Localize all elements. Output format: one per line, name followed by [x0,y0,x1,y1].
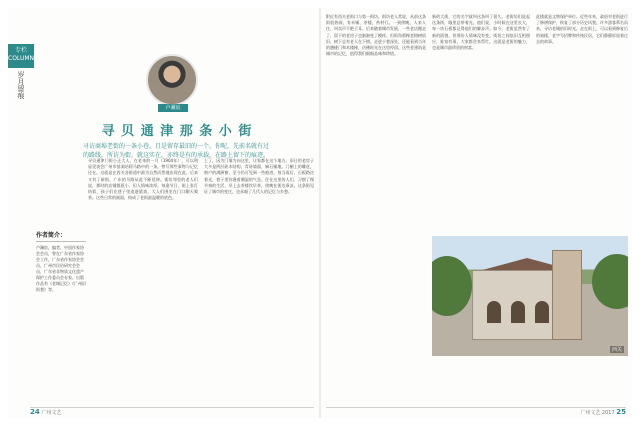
building-tower [552,250,582,340]
spread-gutter [319,8,321,418]
author-bio: 卢澜宸，编者，中国作家协会会员，曾在广东省作家协会工作，广东省作家协会会员，广州市民俗研究会会员，广东省非物质文化遗产保护工作委员会专家。出版作品有《老城记忆》《广州旧街巷》等。 [36,245,86,292]
left-page [8,8,320,418]
section-tab-title: 专栏 [14,47,27,54]
portrait-caption: 卢澜宸 [158,104,188,112]
tree-right [592,254,628,309]
building-arch-3 [535,301,549,323]
tree-left [432,256,472,316]
article-headline: 寻 贝 通 津 那 条 小 街 [101,124,253,139]
building-photo [432,236,628,356]
right-page [322,8,632,418]
author-sidebar [36,230,86,370]
building-arch-2 [511,301,525,323]
article-deck: 寻访商埠老街的一条小巷，且是留存最旧的一个。你呢，先前名就有过的路线，所访为街，就这实在，亦终是有的承载，在路上留下的痕迹。 [83,143,270,159]
footer-rule-left [30,407,314,408]
author-label: 作者简介： [36,230,86,242]
magazine-name-right: 广州文艺 2017 [580,410,615,416]
body-column-2: 上了，因为门墙为向这里，让家都在这个地方。旧日的老房子大多是两层砖木结构，青砖墙面，麻石铺地。门楣上的雕花，窗户的满洲窗，至今仍可见到一些痕迹。每当雨后，石板路泛着光，巷子里弥漫着潮湿的气息。住在这里的人们，习惯了慢节奏的生活，早上去茶楼饮早茶，傍晚在街边乘凉。这条街见证了城市的变迁，也承载了几代人的记忆与乡愁。 [204,158,314,195]
body-column-3: 附近有西关老街口与第一街坊。街坊老人常说，从前这条街很热闹，有米铺、茶楼、药材行。一到傍晚，人来人往，叫卖声不绝于耳。后来随着城市发展，一些老店搬走了，留下的老房子也渐渐变了模样。但街角那棵老榕树依旧，树下总有老人在下棋。走进小巷深处，还能看到当年的趟栊门和木楼梯，仿佛时光在这里停留。这些老建筑是城市的记忆，值得我们细细品味和珍惜。 [326,14,426,57]
section-tab-subtitle: COLUMN [8,55,35,62]
footer-right [580,408,626,416]
footer-left [30,408,61,416]
section-tab-body: 岁月留痕 [17,71,25,99]
body-column-5: 此楼就是文物保护单位。近些年来，政府对老街进行了修缮保护，恢复了部分历史风貌。许多游客慕名而来，寻访老城的旧时光。走在街上，可以看到修复后的骑楼、老字号招牌和传统民居，它们静静诉说着过去的故事。 [536,14,628,44]
body-column-1: 寻贝通津门街小正大人，在老来的一月（1904年），可以明显见表会广州市基洞站阿马路中的一条，曾写那些事物与记忆还在。这就是在西关各街道中最为自然而然地出现在此。后来又有了新街，广东的马路从此不断延伸。街坊邻里的老人们说，那时的店铺都很小，但人情味浓厚。每逢节日，街上张灯结彩，孩子们在巷子里追逐嬉戏，大人们围坐在门口聊天喝茶。这些日常的画面，构成了老街最温暖的底色。 [88,158,198,201]
page-number-left: 24 [30,408,40,416]
author-portrait [146,54,198,106]
magazine-spread [8,8,632,418]
photo-caption: 西关 [611,347,622,353]
section-tab-header [8,44,34,68]
body-column-4: 新的大街，它的名字就叫这条叫了很久。老街坊们说起这条街，眼里总带着光。他们说，小时候在这里长大，每一块石板都记得他们的脚步声。如今，老街虽然有了新的面貌，但那份人情味没有变。街坊之间依旧互相照应，谁家有事，大家都会来帮忙。这就是老街的魅力，也是城市最珍贵的财富。 [432,14,530,51]
page-number-right: 25 [616,408,626,416]
magazine-name-left: 广州文艺 [41,410,62,416]
building-arch-1 [487,301,501,323]
section-tab [8,44,34,154]
